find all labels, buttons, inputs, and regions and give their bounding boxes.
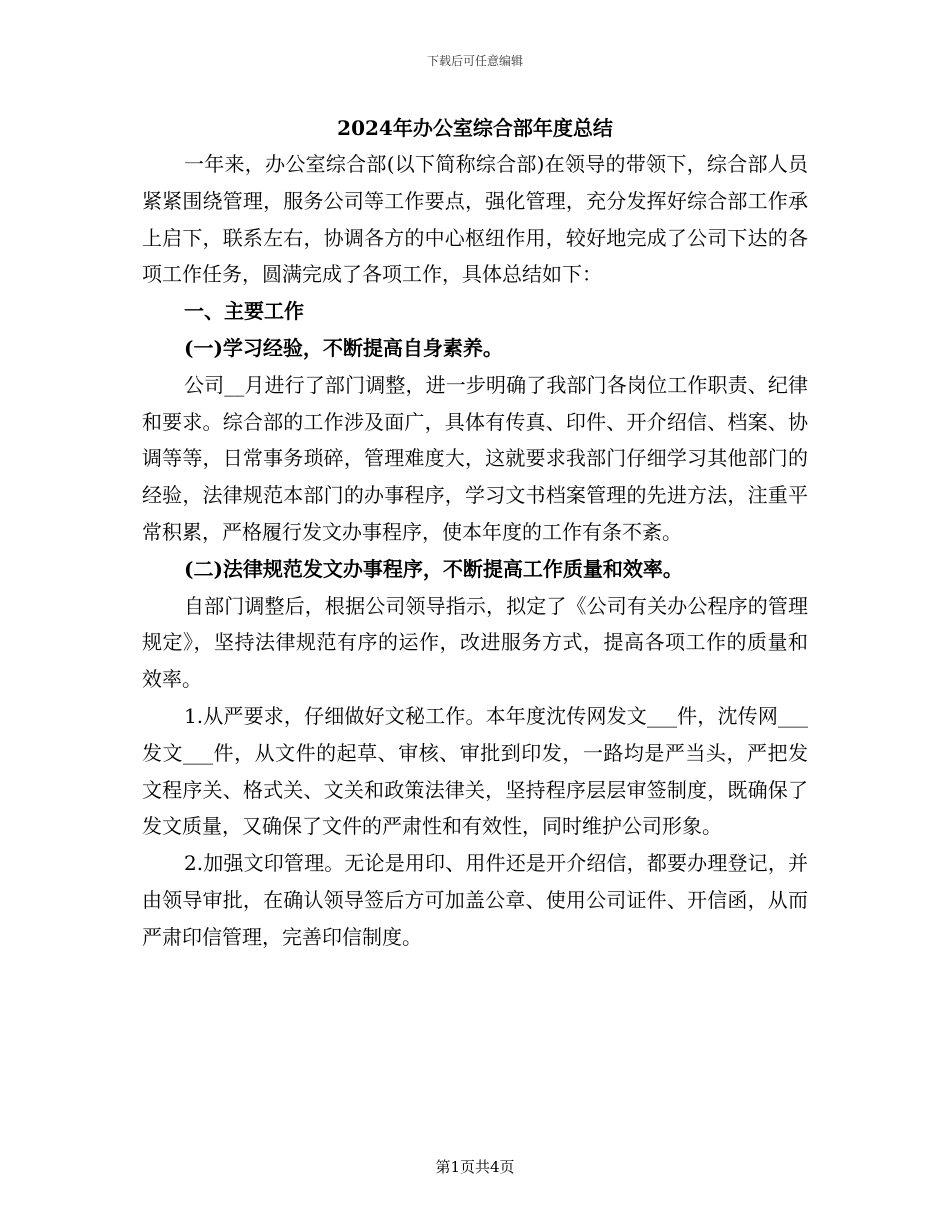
page-header-note: 下载后可任意编辑 (426, 54, 523, 68)
list-item-1: 1.从严要求，仔细做好文秘工作。本年度沈传网发文___件，沈传网___发文___件，从文件的起草、审核、审批到印发，一路均是严当头，严把发文程序关、格式关、文关和政策法律关，坚持程序层层审签制度，既确保了发文质量，又确保了文件的严肃性和有效性，同时维护公司形象。 (142, 703, 808, 839)
document-body (142, 110, 808, 956)
page-footer-number: 第1页共4页 (435, 1158, 515, 1176)
subsection-heading-1: (一)学习经验，不断提高自身素养。 (184, 335, 503, 360)
intro-paragraph: 一年来，办公室综合部(以下简称综合部)在领导的带领下，综合部人员紧紧围绕管理，服务公司等工作要点，强化管理，充分发挥好综合部工作承上启下，联系左右，协调各方的中心枢纽作用，较好地完成了公司下达的各项工作任务，圆满完成了各项工作，具体总结如下： (142, 152, 808, 287)
section-heading-main-work: 一、主要工作 (184, 299, 304, 324)
subsection-heading-2: (二)法律规范发文办事程序，不断提高工作质量和效率。 (184, 556, 683, 581)
body-paragraph-1: 公司__月进行了部门调整，进一步明确了我部门各岗位工作职责、纪律和要求。综合部的工作涉及面广，具体有传真、印件、开介绍信、档案、协调等等，日常事务琐碎，管理难度大，这就要求我部门仔细学习其他部门的经验，法律规范本部门的办事程序，学习文书档案管理的先进方法，注重平常积累，严格履行发文办事程序，使本年度的工作有条不紊。 (142, 372, 808, 544)
body-paragraph-2: 自部门调整后，根据公司领导指示，拟定了《公司有关办公程序的管理规定》，坚持法律规范有序的运作，改进服务方式，提高各项工作的质量和效率。 (142, 593, 808, 692)
list-item-2: 2.加强文印管理。无论是用印、用件还是开介绍信，都要办理登记，并由领导审批，在确认领导签后方可加盖公章、使用公司证件、开信函，从而严肃印信管理，完善印信制度。 (142, 851, 808, 949)
document-title: 2024年办公室综合部年度总结 (337, 116, 613, 140)
